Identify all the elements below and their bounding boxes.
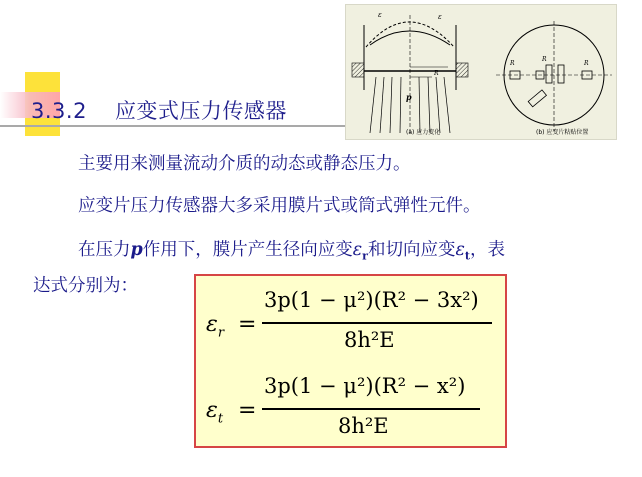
fig-eps-t: ε [378, 11, 382, 19]
strain-diagram-svg [346, 5, 616, 139]
paragraph-expressions: 达式分别为： [33, 276, 138, 296]
paragraph-elements: 应变片压力传感器大多采用膜片式或筒式弹性元件。 [78, 196, 481, 216]
formula-2-numerator: 3p(1 − μ²)(R² − x²) [264, 374, 466, 398]
p3-sub-t: t [464, 249, 470, 263]
fig-R3: R [584, 60, 589, 67]
fig-R1: R [510, 60, 515, 67]
p3-text-b: 作用下，膜片产生径向应变 [142, 240, 353, 260]
formula-2-lhs [206, 398, 223, 426]
paragraph-strain [78, 236, 505, 263]
p3-symbol-p: p [130, 240, 143, 260]
formula-box [194, 274, 507, 448]
formula-1-denominator: 8h²E [344, 328, 395, 352]
paragraph-purpose: 主要用来测量流动介质的动态或静态压力。 [78, 154, 411, 174]
diagram-a [352, 15, 468, 135]
f2-sub: t [217, 411, 224, 427]
section-heading [31, 95, 287, 125]
formula-1-fraction-bar [262, 322, 492, 324]
fig-R2: R [542, 56, 547, 63]
fig-p: p [406, 92, 412, 102]
f1-epsilon: ε [206, 312, 218, 337]
p3-symbol-epsilon-t: ε [455, 240, 465, 260]
p3-text-c: 和切向应变 [367, 240, 456, 260]
heading-divider [0, 125, 345, 127]
p3-sub-r: r [362, 249, 368, 263]
section-title: 应变式压力传感器 [114, 99, 287, 123]
strain-diagram-figure [345, 4, 617, 140]
diagram-b [496, 21, 612, 131]
formula-1-equals: = [238, 312, 257, 337]
formula-2-fraction-bar [262, 408, 480, 410]
fig-caption-a: (a) 应力变化 [406, 129, 441, 136]
fig-caption-b: (b) 应变片粘贴位置 [536, 129, 589, 136]
decor-yellow-bar [25, 126, 60, 136]
section-number: 3.3.2 [31, 99, 87, 123]
formula-2-denominator: 8h²E [338, 414, 389, 438]
fig-R-a: R [434, 70, 439, 77]
formula-1-numerator: 3p(1 − μ²)(R² − 3x²) [264, 288, 479, 312]
fig-eps-r: ε [438, 13, 442, 21]
f2-epsilon: ε [206, 398, 218, 423]
f1-sub: r [217, 325, 225, 341]
formula-1-lhs [206, 312, 224, 340]
formula-2-equals: = [238, 398, 257, 423]
p3-text-a: 在压力 [78, 240, 131, 260]
p3-text-d: ，表 [469, 240, 505, 260]
p3-symbol-epsilon-r: ε [352, 240, 363, 260]
